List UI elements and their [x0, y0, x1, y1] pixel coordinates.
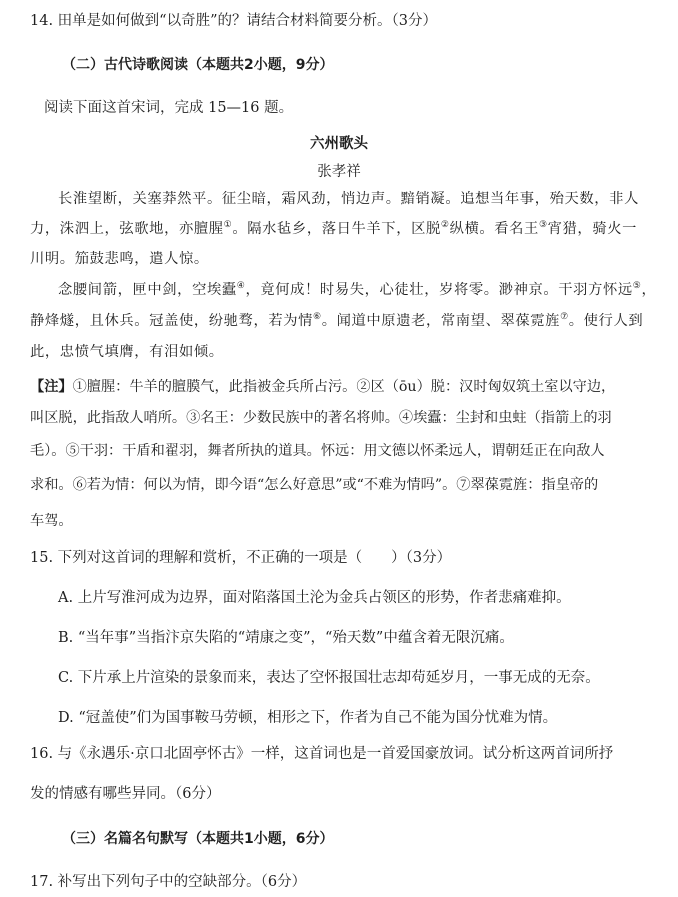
option-b: B. “当年事”当指汴京失陷的“靖康之变”，“殆天数”中蕴含着无限沉痛。 — [58, 630, 514, 646]
poem-line: 长淮望断，关塞莽然平。征尘暗，霜风劲，悄边声。黯销凝。追想当年事，殆天数，非人 — [58, 191, 639, 207]
note-line: 叫区脱，此指敌人哨所。③名王：少数民族中的著名将帅。④埃蠹：尘封和虫蛀（指箭上的羽 — [30, 410, 612, 426]
reading-instruction: 阅读下面这首宋词，完成 15—16 题。 — [44, 100, 294, 116]
poem-title: 六州歌头 — [310, 136, 368, 152]
note-line: 毛）。⑤干羽：干盾和翟羽，舞者所执的道具。怀远：用文德以怀柔远人，谓朝廷正在向敌人 — [30, 443, 605, 459]
note-line: 求和。⑥若为情：何以为情，即今语“怎么好意思”或“不难为情吗”。⑦翠葆霓旌：指皇帝的 — [30, 477, 599, 493]
question-16-line1: 16. 与《永遇乐·京口北固亭怀古》一样，这首词也是一首爱国豪放词。试分析这两首词所抒 — [30, 746, 614, 762]
poem-line: 力，洙泗上，弦歌地，亦膻腥①。隔水毡乡，落日牛羊下，区脱②纵横。看名王③宵猎，骑火一 — [30, 220, 638, 237]
question-17: 17. 补写出下列句子中的空缺部分。（6分） — [30, 874, 307, 890]
question-15-stem: 15. 下列对这首词的理解和赏析，不正确的一项是（ ）（3分） — [30, 550, 452, 566]
note-line: 【注】①膻腥：牛羊的膻膜气，此指被金兵所占污。②区（ōu）脱：汉时匈奴筑土室以守边， — [30, 379, 616, 395]
poem-author: 张孝祥 — [317, 164, 361, 180]
note-label: 【注】 — [30, 379, 73, 395]
poem-line: 念腰间箭，匣中剑，空埃蠹④，竟何成！时易失，心徒壮，岁将零。渺神京。干羽方怀远⑤， — [58, 281, 657, 298]
section-heading-poetry: （二）古代诗歌阅读（本题共2小题，9分） — [62, 57, 334, 73]
note-line: 车驾。 — [30, 513, 73, 529]
poem-line: 静烽燧，且休兵。冠盖使，纷驰骛，若为情⑥。闻道中原遗老，常南望、翠葆霓旌⑦。使行人到 — [30, 312, 644, 329]
section-heading-recitation: （三）名篇名句默写（本题共1小题，6分） — [62, 831, 334, 847]
option-d: D. “冠盖使”们为国事鞍马劳顿，相形之下，作者为自己不能为国分忧难为情。 — [58, 710, 558, 726]
question-14: 14. 田单是如何做到“以奇胜”的？请结合材料简要分析。（3分） — [30, 13, 437, 29]
poem-line: 川明。笳鼓悲鸣，遣人惊。 — [30, 251, 209, 267]
option-a: A. 上片写淮河成为边界，面对陷落国土沦为金兵占领区的形势，作者悲痛难抑。 — [58, 590, 571, 606]
poem-line: 此，忠愤气填膺，有泪如倾。 — [30, 344, 224, 360]
question-16-line2: 发的情感有哪些异同。（6分） — [30, 786, 221, 802]
option-c: C. 下片承上片渲染的景象而来，表达了空怀报国壮志却苟延岁月，一事无成的无奈。 — [58, 670, 600, 686]
